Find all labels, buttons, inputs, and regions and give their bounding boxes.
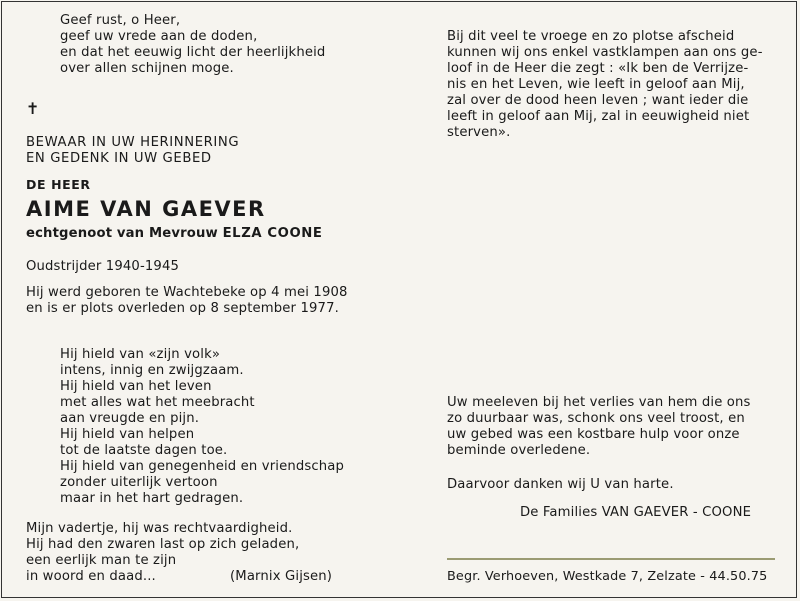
thanks-line: beminde overledene. — [447, 443, 591, 458]
scripture-line: loof in de Heer die zegt : «Ik ben de Verrijze- — [447, 61, 749, 76]
veteran-line: Oudstrijder 1940-1945 — [26, 259, 180, 274]
thanks-line: uw gebed was een kostbare hulp voor onze — [447, 427, 740, 442]
verse-line: en dat het eeuwig licht der heerlijkheid — [60, 45, 326, 60]
poem-line: met alles wat het meebracht — [60, 395, 255, 410]
verse-line: Geef rust, o Heer, — [60, 13, 181, 28]
gratitude-line: Daarvoor danken wij U van harte. — [447, 477, 674, 492]
poem-line: maar in het hart gedragen. — [60, 491, 244, 506]
spouse-name: ELZA COONE — [222, 226, 323, 241]
verse-line: over allen schijnen moge. — [60, 61, 234, 76]
poem-line: Hij hield van helpen — [60, 427, 195, 442]
cross-icon: ✝ — [26, 99, 40, 118]
attribution: (Marnix Gijsen) — [230, 569, 333, 584]
intro-line: BEWAAR IN UW HERINNERING — [26, 135, 240, 150]
scripture-line: nis en het Leven, wie leeft in geloof aan Mij, — [447, 77, 745, 92]
death-line: en is er plots overleden op 8 september 1977. — [26, 301, 339, 316]
poem-line: Hij hield van genegenheid en vriendschap — [60, 459, 345, 474]
scripture-line: kunnen wij ons enkel vastklampen aan ons ge- — [447, 45, 763, 60]
verse-line: geef uw vrede aan de doden, — [60, 29, 258, 44]
closing-line: Hij had den zwaren last op zich geladen, — [26, 537, 300, 552]
closing-line: een eerlijk man te zijn — [26, 553, 177, 568]
poem-line: aan vreugde en pijn. — [60, 411, 200, 426]
deceased-name: AIME VAN GAEVER — [26, 197, 266, 221]
poem-line: tot de laatste dagen toe. — [60, 443, 228, 458]
poem-line: intens, innig en zwijgzaam. — [60, 363, 244, 378]
spouse-line — [26, 226, 323, 242]
poem-line: Hij hield van het leven — [60, 379, 212, 394]
poem-line: Hij hield van «zijn volk» — [60, 347, 221, 362]
title-prefix: DE HEER — [26, 177, 91, 192]
birth-line: Hij werd geboren te Wachtebeke op 4 mei 1908 — [26, 285, 348, 300]
families-signature: De Families VAN GAEVER - COONE — [520, 505, 752, 520]
poem-line: zonder uiterlijk vertoon — [60, 475, 218, 490]
divider — [447, 558, 775, 560]
scripture-line: Bij dit veel te vroege en zo plotse afscheid — [447, 29, 735, 44]
spouse-prefix: echtgenoot van Mevrouw — [26, 226, 218, 241]
printer-credit: Begr. Verhoeven, Westkade 7, Zelzate - 44.50.75 — [447, 569, 768, 584]
scripture-line: sterven». — [447, 125, 511, 140]
thanks-line: Uw meeleven bij het verlies van hem die ons — [447, 395, 751, 410]
thanks-line: zo duurbaar was, schonk ons veel troost, en — [447, 411, 745, 426]
closing-line: in woord en daad... — [26, 569, 156, 584]
intro-line: EN GEDENK IN UW GEBED — [26, 151, 212, 166]
scripture-line: zal over de dood heen leven ; want ieder die — [447, 93, 749, 108]
scripture-line: leeft in geloof aan Mij, zal in eeuwigheid niet — [447, 109, 750, 124]
closing-line: Mijn vadertje, hij was rechtvaardigheid. — [26, 521, 293, 536]
